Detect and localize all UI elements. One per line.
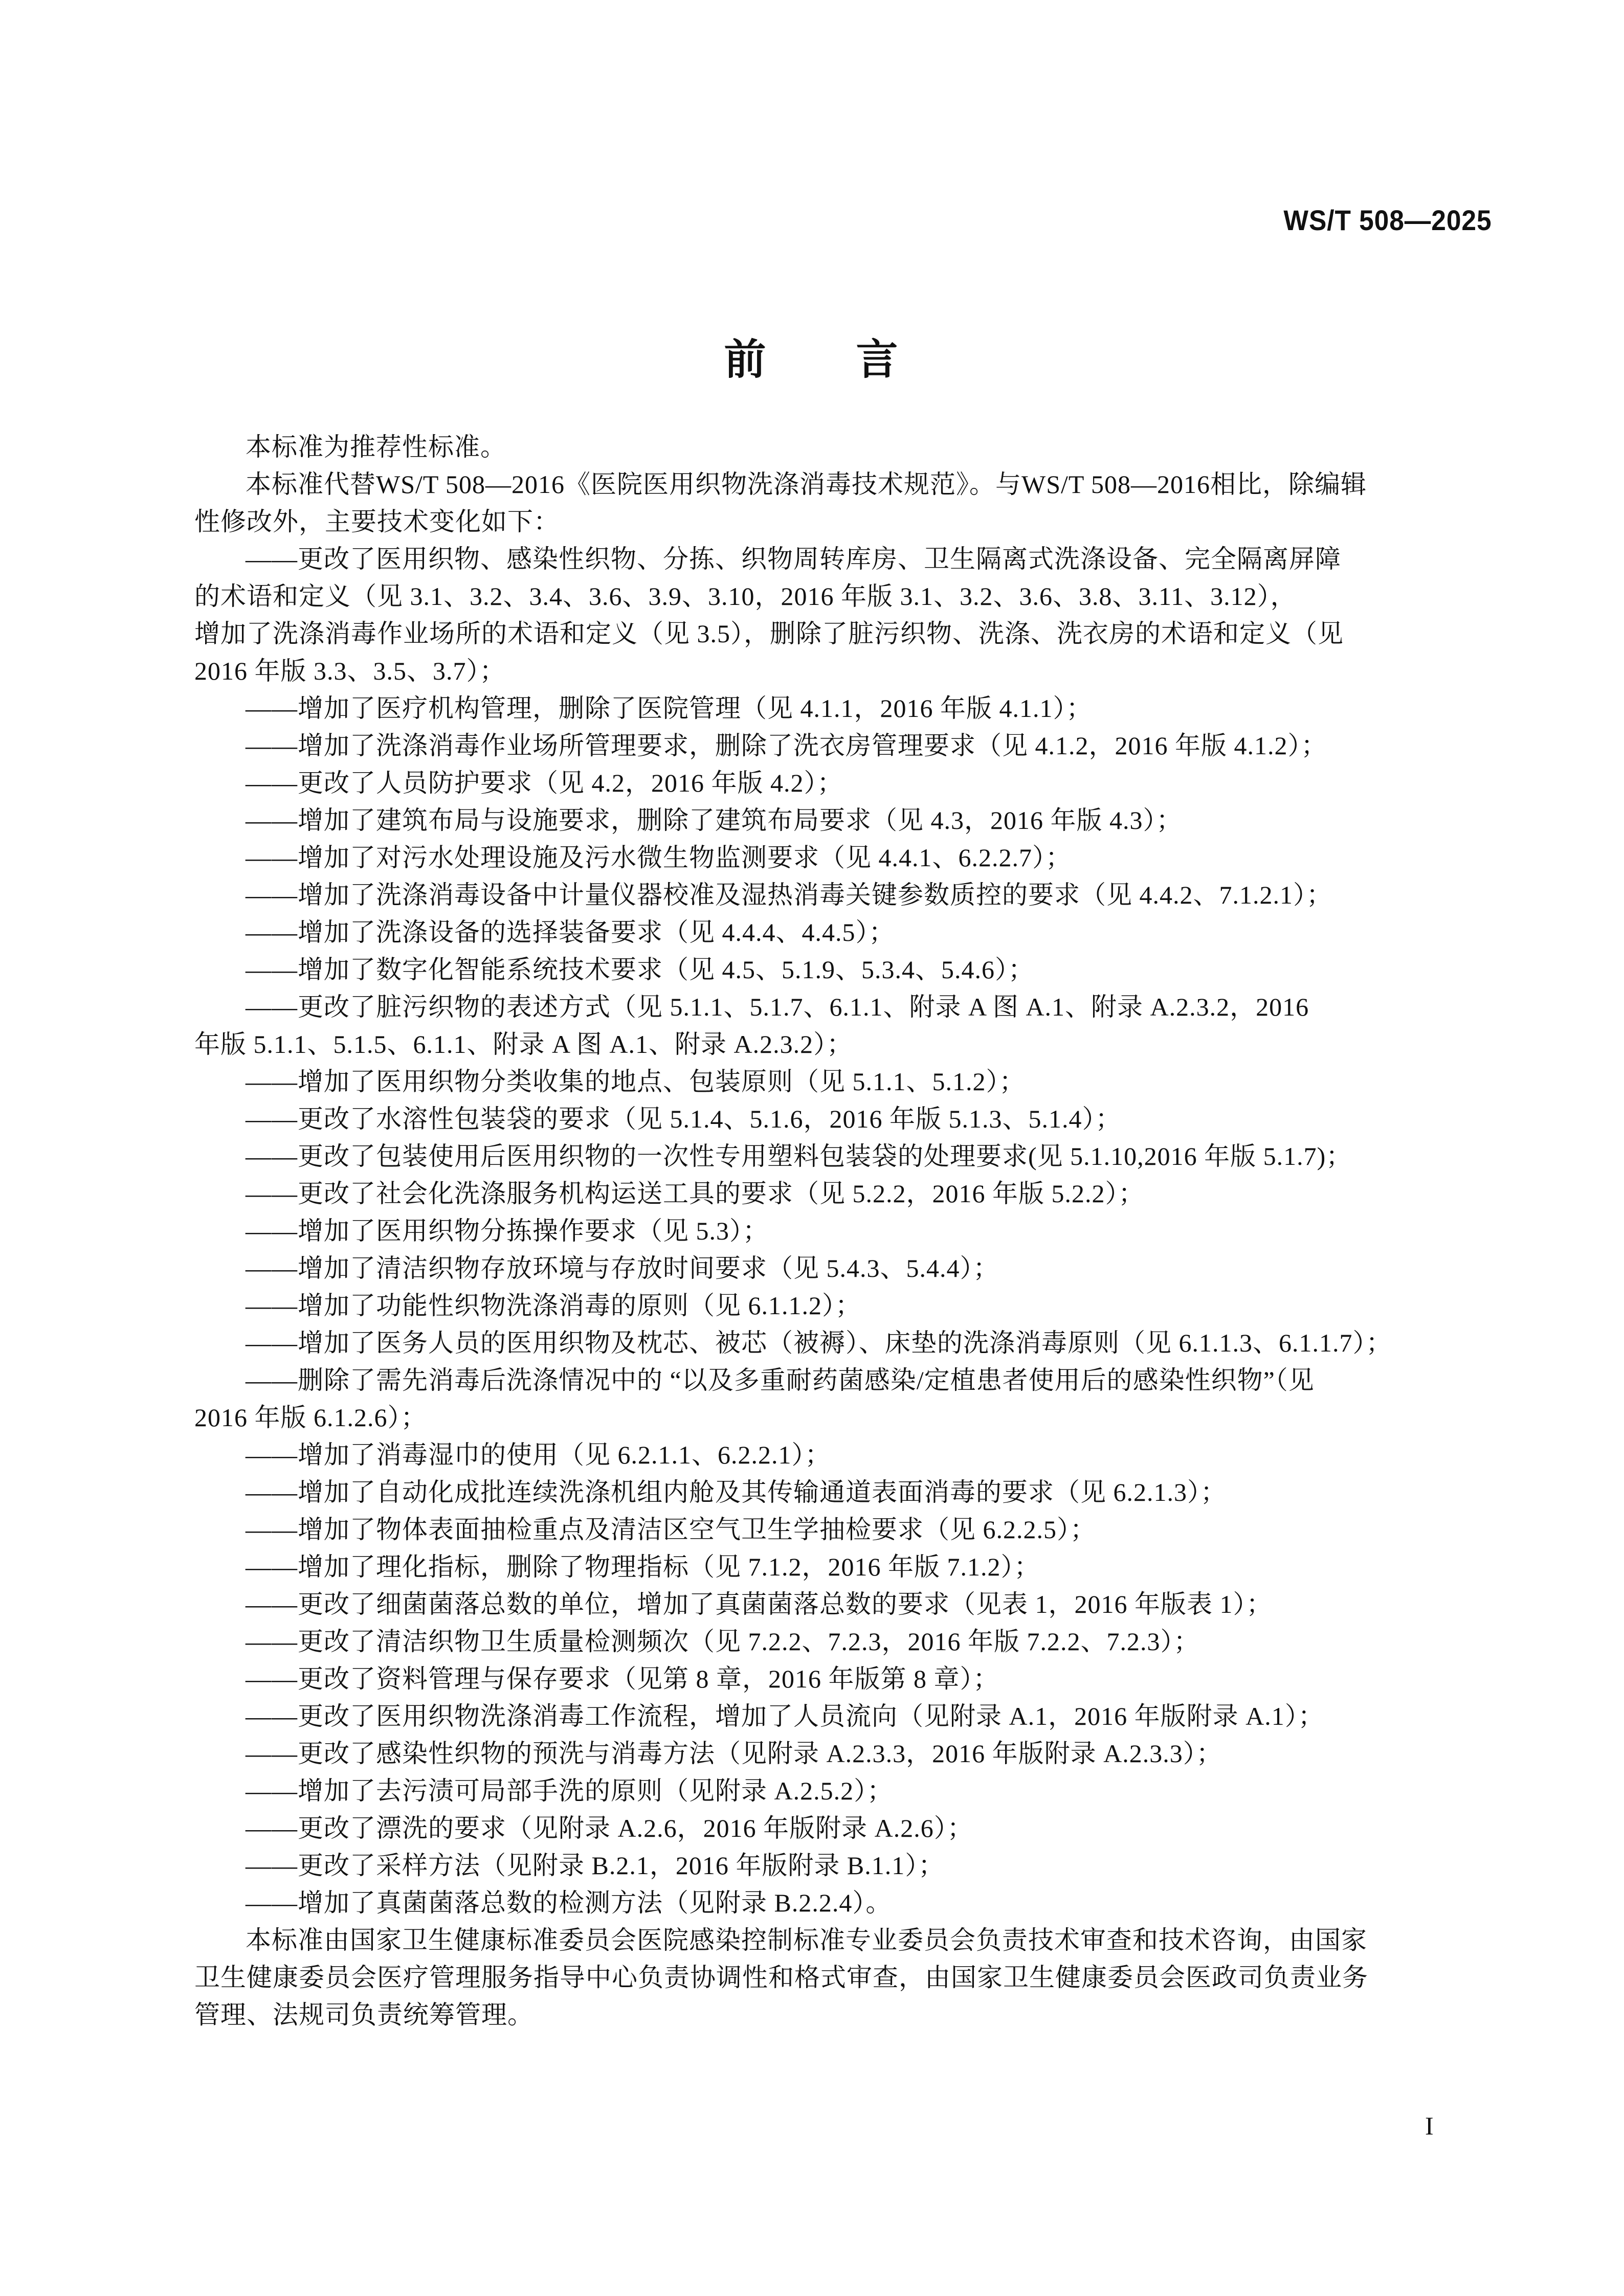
page-number: I <box>1425 2111 1434 2140</box>
body-line: ——增加了消毒湿巾的使用（见 6.2.1.1、6.2.2.1）； <box>246 1440 831 1469</box>
body-line: ——更改了感染性织物的预洗与消毒方法（见附录 A.2.3.3，2016 年版附录 A.2.3.3）； <box>246 1739 1222 1768</box>
body-line: 本标准代替WS/T 508—2016《医院医用织物洗涤消毒技术规范》。与WS/T 508—2016相比，除编辑 <box>246 470 1367 499</box>
body-line: ——更改了水溶性包装袋的要求（见 5.1.4、5.1.6，2016 年版 5.1.3、5.1.4）； <box>246 1105 1122 1133</box>
foreword-body <box>194 429 1483 2034</box>
standard-code-header: WS/T 508—2025 <box>1283 204 1492 236</box>
body-line: ——增加了医用织物分拣操作要求（见 5.3）； <box>246 1217 769 1245</box>
body-line: ——增加了建筑布局与设施要求，删除了建筑布局要求（见 4.3，2016 年版 4.3）； <box>246 806 1183 835</box>
body-line: ——增加了功能性织物洗涤消毒的原则（见 6.1.1.2）； <box>246 1291 861 1320</box>
body-line: ——增加了医用织物分类收集的地点、包装原则（见 5.1.1、5.1.2）； <box>246 1067 1026 1096</box>
body-line: 本标准由国家卫生健康标准委员会医院感染控制标准专业委员会负责技术审查和技术咨询，由国家 <box>246 1926 1367 1954</box>
body-line: 管理、法规司负责统筹管理。 <box>194 2000 533 2029</box>
body-line: ——更改了医用织物洗涤消毒工作流程，增加了人员流向（见附录 A.1，2016 年版附录 A.1）； <box>246 1702 1324 1730</box>
body-line: ——更改了细菌菌落总数的单位，增加了真菌菌落总数的要求（见表 1，2016 年版表 1）； <box>246 1590 1273 1618</box>
body-line: 的术语和定义（见 3.1、3.2、3.4、3.6、3.9、3.10，2016 年版 3.1、3.2、3.6、3.8、3.11、3.12）， <box>194 582 1297 611</box>
body-line: ——更改了漂洗的要求（见附录 A.2.6，2016 年版附录 A.2.6）； <box>246 1814 973 1842</box>
body-line: ——删除了需先消毒后洗涤情况中的 “以及多重耐药菌感染/定植患者使用后的感染性织物”（见 <box>246 1366 1315 1394</box>
body-line: 2016 年版 3.3、3.5、3.7）； <box>194 657 506 685</box>
body-line: ——更改了人员防护要求（见 4.2，2016 年版 4.2）； <box>246 769 843 797</box>
body-line: 卫生健康委员会医疗管理服务指导中心负责协调性和格式审查，由国家卫生健康委员会医政司负责业务 <box>194 1963 1368 1992</box>
body-line: ——增加了洗涤消毒作业场所管理要求，删除了洗衣房管理要求（见 4.1.2，2016 年版 4.1.2）； <box>246 731 1327 760</box>
body-line: 性修改外，主要技术变化如下： <box>194 507 560 536</box>
body-line: 本标准为推荐性标准。 <box>246 433 506 461</box>
body-line: ——增加了去污渍可局部手洗的原则（见附录 A.2.5.2）； <box>246 1776 894 1805</box>
body-line: ——增加了医疗机构管理，删除了医院管理（见 4.1.1，2016 年版 4.1.1）； <box>246 694 1093 723</box>
body-line: ——更改了脏污织物的表述方式（见 5.1.1、5.1.7、6.1.1、附录 A 图 A.1、附录 A.2.3.2，2016 <box>246 993 1309 1021</box>
body-line: ——增加了真菌菌落总数的检测方法（见附录 B.2.2.4）。 <box>246 1888 892 1917</box>
body-line: ——更改了社会化洗涤服务机构运送工具的要求（见 5.2.2，2016 年版 5.2.2）； <box>246 1179 1145 1208</box>
body-line: ——增加了清洁织物存放环境与存放时间要求（见 5.4.3、5.4.4）； <box>246 1254 999 1282</box>
body-line: 增加了洗涤消毒作业场所的术语和定义（见 3.5），删除了脏污织物、洗涤、洗衣房的术语和定义（见 <box>194 619 1344 648</box>
body-line: ——增加了自动化成批连续洗涤机组内舱及其传输通道表面消毒的要求（见 6.2.1.3）； <box>246 1478 1227 1506</box>
body-line: ——增加了洗涤设备的选择装备要求（见 4.4.4、4.4.5）； <box>246 918 895 947</box>
body-line: ——更改了资料管理与保存要求（见第 8 章，2016 年版第 8 章）； <box>246 1664 999 1693</box>
body-line: ——更改了包装使用后医用织物的一次性专用塑料包装袋的处理要求(见 5.1.10,2016 年版 5.1.7)； <box>246 1142 1352 1170</box>
body-line: ——增加了医务人员的医用织物及枕芯、被芯（被褥）、床垫的洗涤消毒原则（见 6.1.1.3、6.1.1.7）； <box>246 1329 1392 1357</box>
body-line: ——增加了对污水处理设施及污水微生物监测要求（见 4.4.1、6.2.2.7）； <box>246 843 1072 872</box>
body-line: 2016 年版 6.1.2.6）； <box>194 1403 427 1432</box>
body-line: ——增加了理化指标，删除了物理指标（见 7.1.2，2016 年版 7.1.2）； <box>246 1552 1040 1581</box>
body-line: ——增加了洗涤消毒设备中计量仪器校准及湿热消毒关键参数质控的要求（见 4.4.2、7.1.2.1）； <box>246 881 1332 909</box>
body-line: ——增加了数字化智能系统技术要求（见 4.5、5.1.9、5.3.4、5.4.6）； <box>246 955 1034 984</box>
body-line: ——更改了清洁织物卫生质量检测频次（见 7.2.2、7.2.3，2016 年版 7.2.2、7.2.3）； <box>246 1627 1200 1656</box>
body-line: ——更改了医用织物、感染性织物、分拣、织物周转库房、卫生隔离式洗涤设备、完全隔离屏障 <box>246 545 1341 573</box>
body-line: ——增加了物体表面抽检重点及清洁区空气卫生学抽检要求（见 6.2.2.5）； <box>246 1515 1096 1544</box>
body-line: 年版 5.1.1、5.1.5、6.1.1、附录 A 图 A.1、附录 A.2.3.2）； <box>194 1030 853 1059</box>
body-line: ——更改了采样方法（见附录 B.2.1，2016 年版附录 B.1.1）； <box>246 1851 945 1880</box>
page-title: 前 言 <box>724 336 900 383</box>
